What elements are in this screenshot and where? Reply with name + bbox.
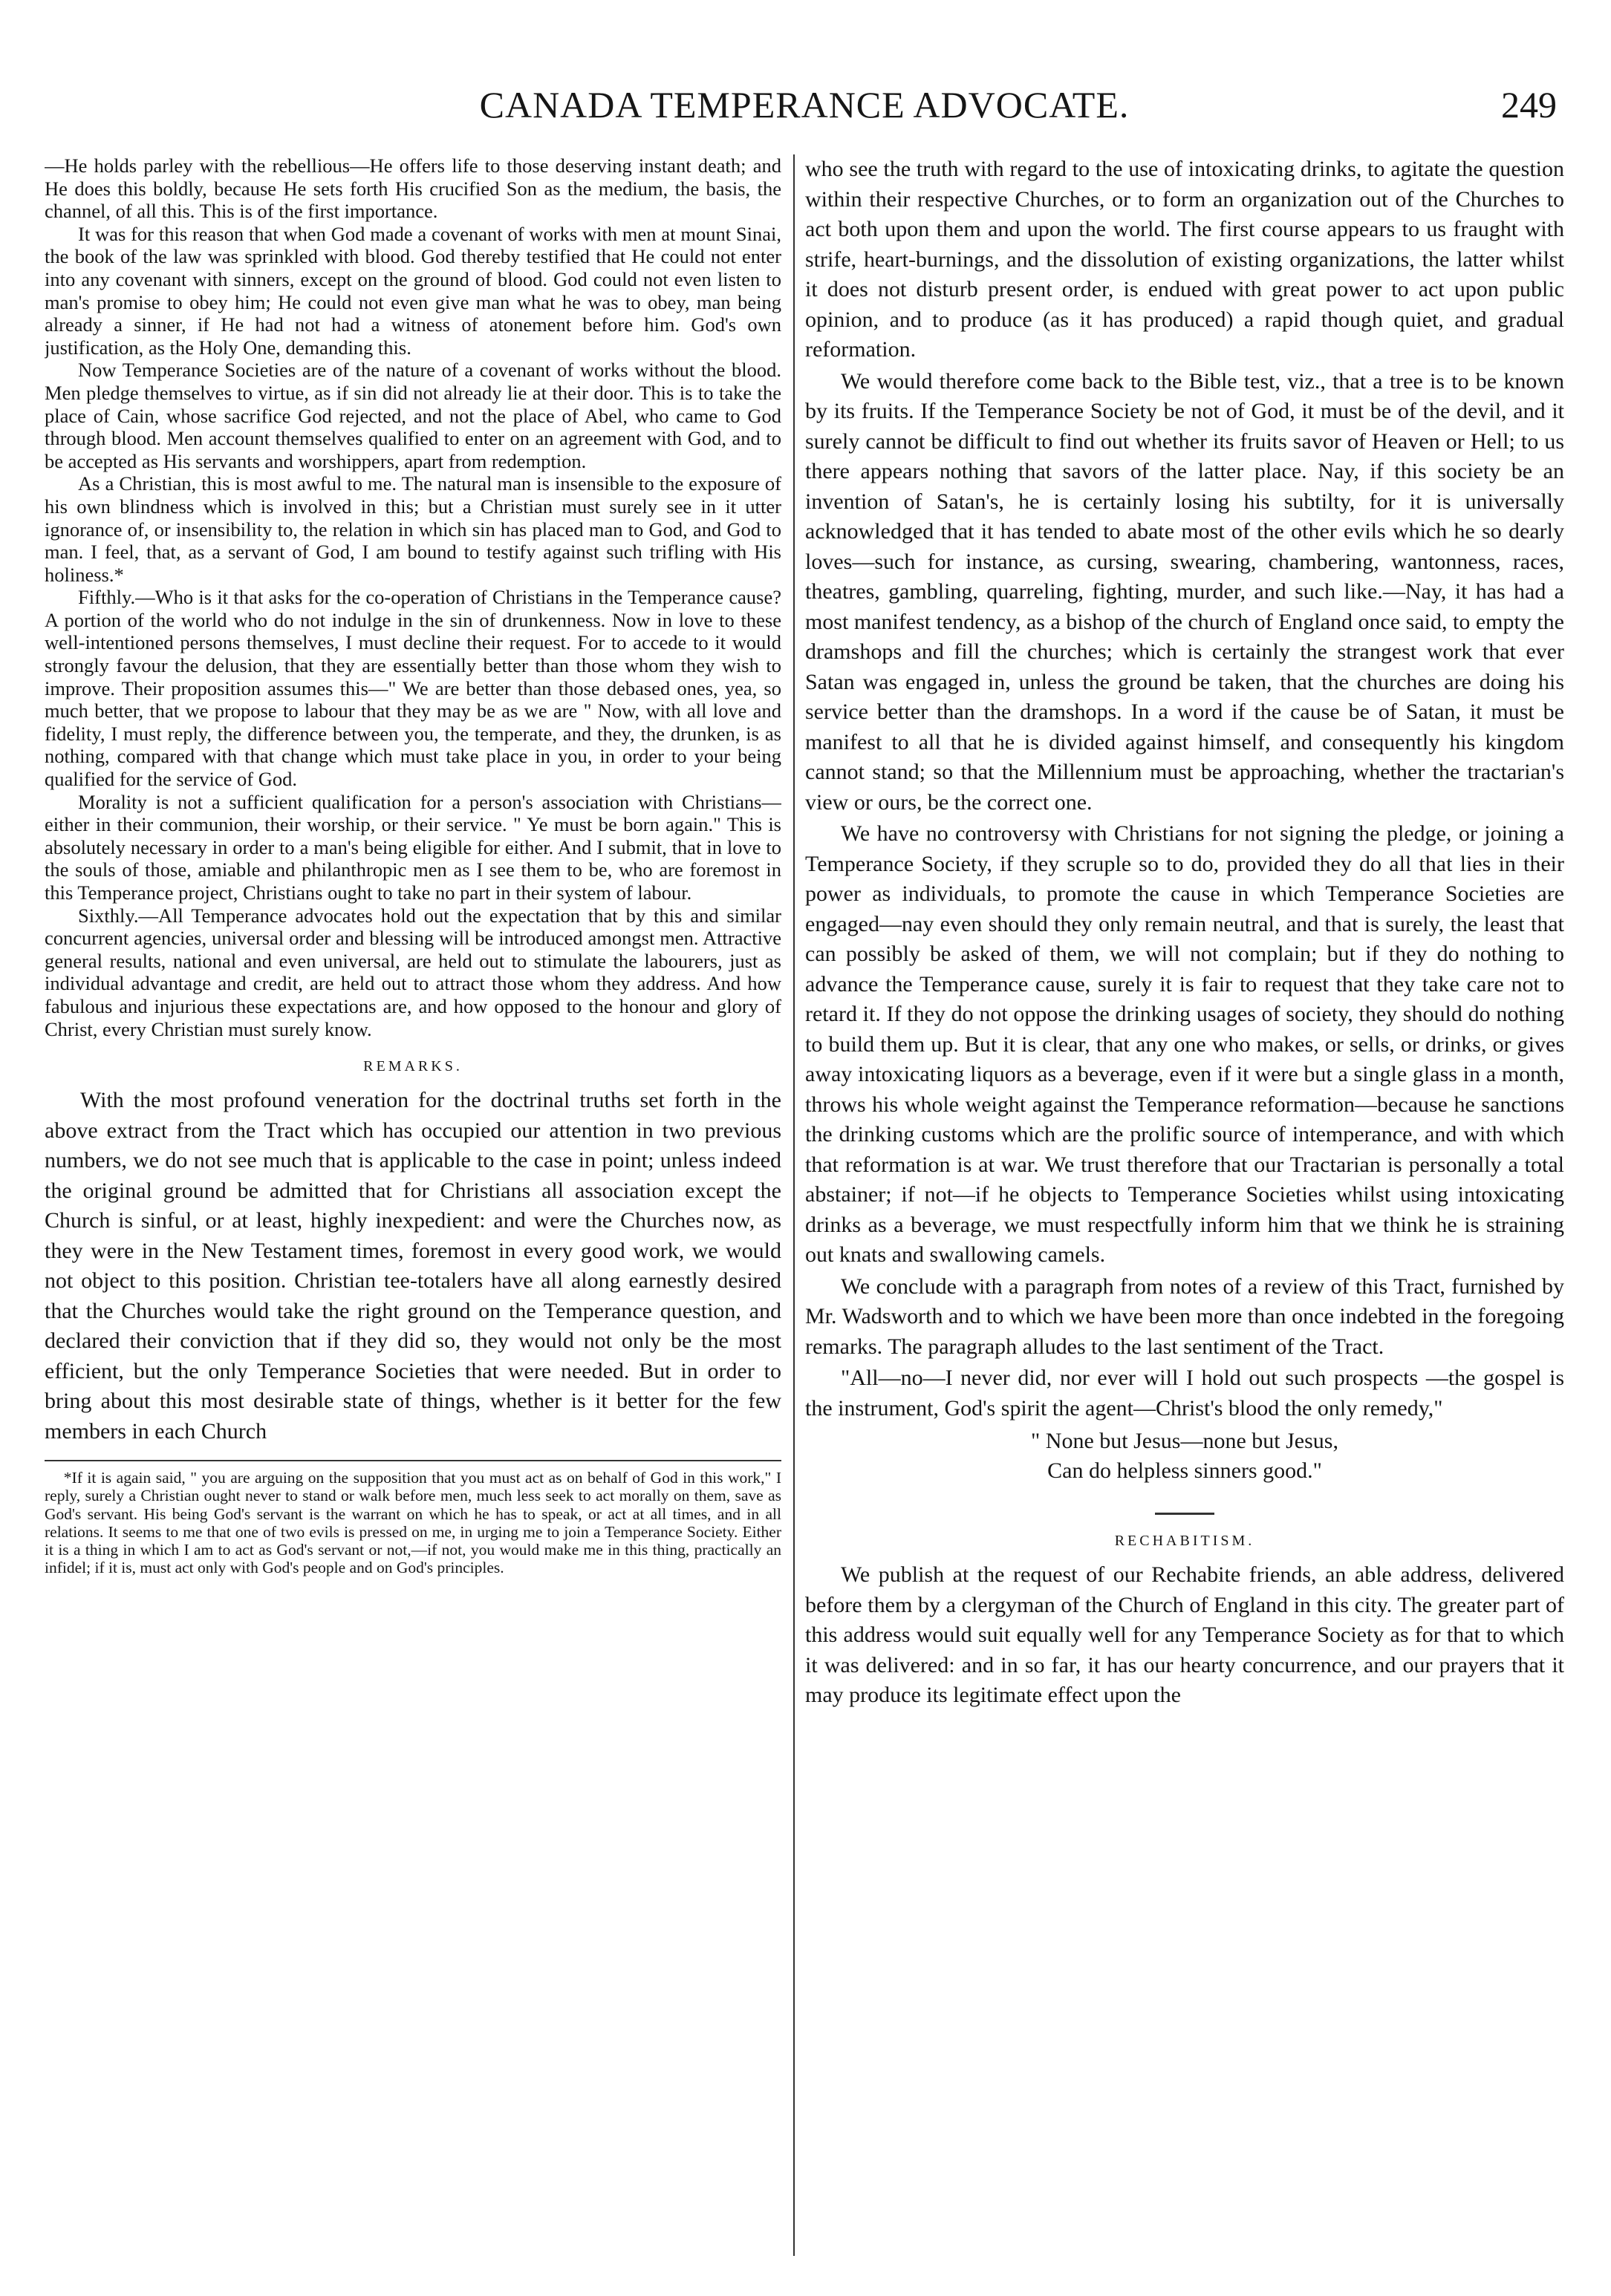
column-divider — [793, 154, 795, 2256]
tract-paragraph: It was for this reason that when God made a covenant of works with men at mount Sinai, the book of the law was sprinkled with blood. God thereby testified that He could not enter into any covenant with sinners, except on the ground of blood. God could not even listen to man's promise to obey him; He could not even give man what he was to obey, man being already a sinner, if He had not had a witness of atonement before him. God's own justification, as the Holy One, demanding this. — [45, 222, 781, 359]
tract-paragraph: As a Christian, this is most awful to me. The natural man is insensible to the exposure of his own blindness which is involved in this; but a Christian must surely see in it utter ignorance of, or insensibility to, the relation in which sin has placed man to God, and God to man. I feel, that, as a servant of God, I am bound to testify against such trifling with His holiness.* — [45, 472, 781, 586]
verse-line: Can do helpless sinners good." — [1047, 1458, 1322, 1483]
tract-paragraph: —He holds parley with the rebellious—He offers life to those deserving instant death; and He does this boldly, because He sets forth His crucified Son as the medium, the basis, the channel, of all this. This is of the first importance. — [45, 154, 781, 223]
verse-line: " None but Jesus—none but Jesus, — [1031, 1429, 1338, 1453]
tract-paragraph: Morality is not a sufficient qualification for a person's association with Christians—either in their communion, their worship, or their service. " Ye must be born again." This is absolutely necessary in order to a man's being eligible for either. And I submit, that in love to the souls of those, amiable and philanthropic men as I see them to be, who are foremost in this Temperance project, Christians ought to take no part in their system of labour. — [45, 790, 781, 904]
footnote-rule — [45, 1460, 781, 1461]
rechabitism-paragraph: We publish at the request of our Rechabite friends, an able address, delivered before them by a clergyman of the Church of England in this city. The greater part of this address would suit equally well for any Temperance Society as for that to which it was delivered: and in so far, it has our hearty concurrence, and our prayers that it may produce its legitimate effect upon the — [805, 1562, 1564, 1707]
body-paragraph: We would therefore come back to the Bible test, viz., that a tree is to be known by its fruits. If the Temperance Society be not of God, it must be of the devil, and it surely cannot be difficult to find out whether its fruits savor of Heaven or Hell; to us there appears nothing that savors of the latter place. Nay, if this society be an invention of Satan's, he is certainly losing his subtilty, for it is universally acknowledged that it has tended to abate most of the other evils which he so dearly loves—such for instance, as cursing, swearing, chambering, wantonness, races, theatres, gambling, quarreling, fighting, murder, and such like.—Nay, it has had a most manifest tendency, as a bishop of the church of England once said, to empty the dramshops and fill the churches; which is certainly the strangest work that ever Satan was engaged in, unless the ground be taken, that the churches are doing his service better than the dramshops. In a word if the cause be of Satan, it must be manifest to all that he is divided against himself, and consequently his kingdom cannot stand; so that the Millennium must be approaching, whether the tractarian's view or ours, be the correct one. — [805, 368, 1564, 815]
tract-paragraph: Now Temperance Societies are of the nature of a covenant of works without the blood. Men pledge themselves to virtue, as if sin did not already lie at their door. This is to take the place of Cain, whose sacrifice God rejected, and not the place of Abel, who came to God through blood. Men account themselves qualified to enter on an agreement with God, and to be accepted as His servants and worshippers, apart from redemption. — [45, 359, 781, 472]
running-title: CANADA TEMPERANCE ADVOCATE. — [479, 84, 1130, 125]
tract-paragraph: Sixthly.—All Temperance advocates hold out the expectation that by this and similar concurrent agencies, universal order and blessing will be introduced amongst men. Attractive general results, national and even universal, are held out to stimulate the labourers, just as individual advantage and credit, are held out to attract those whom they address. And how fabulous and injurious these expectations are, and how opposed to the honour and glory of Christ, every Christian must surely know. — [45, 904, 781, 1040]
remarks-section — [45, 1086, 781, 1447]
remarks-heading: REMARKS. — [363, 1058, 463, 1075]
rechabitism-heading: RECHABITISM. — [1114, 1533, 1255, 1549]
section-divider — [1155, 1513, 1214, 1515]
right-column — [805, 154, 1564, 2256]
left-column — [45, 154, 781, 2256]
tract-extract — [45, 154, 781, 1040]
body-paragraph: We conclude with a paragraph from notes of a review of this Tract, furnished by Mr. Wadsworth and to which we have been more than once indebted in the foregoing remarks. The paragraph alludes to the last sentiment of the Tract. — [805, 1273, 1564, 1359]
rechabitism-section — [805, 1560, 1564, 1711]
remarks-continued — [805, 154, 1564, 1423]
body-paragraph: who see the truth with regard to the use of intoxicating drinks, to agitate the question within their respective Churches, or to form an organization out of the Churches to act both upon them and upon the world. The first course appears to us fraught with strife, heart-burnings, and the dissolution of existing organizations, the latter whilst it does not disturb present order, is endued with great power to act upon public opinion, and to produce (as it has produced) a rapid though quiet, and gradual reformation. — [805, 157, 1564, 362]
body-paragraph: We have no controversy with Christians for not signing the pledge, or joining a Temperance Society, if they scruple so to do, provided they do all that lies in their power as individuals, to promote the cause in which Temperance Societies are engaged—nay even should they only remain neutral, and that is surely, the least that can possibly be asked of them, we will not complain; but if they do nothing to advance the Temperance cause, surely it is fair to request that they take care not to retard it. If they do not oppose the drinking usages of society, they should do nothing to build them up. But it is clear, that any one who makes, or sells, or drinks, or gives away intoxicating liquors as a beverage, even if it were but a single glass in a month, throws his whole weight against the Temperance reformation—because he sanctions the drinking customs which are the prolific source of intemperance, and with which that reformation is at war. We trust therefore that our Tractarian is personally a total abstainer; if not—if he objects to Temperance Societies whilst using intoxicating drinks as a beverage, we must respectfully inform him that we think he is straining out knats and swallowing camels. — [805, 821, 1564, 1267]
page-header — [45, 83, 1564, 135]
verse-quote — [805, 1426, 1564, 1486]
remarks-paragraph: With the most profound veneration for the doctrinal truths set forth in the above extract from the Tract which has occupied our attention in two previous numbers, we do not see much that is applicable to the case in point; unless indeed the original ground be admitted that for Christians all association except the Church is sinful, or at least, highly inexpedient: and were the Churches now, as they were in the New Testament times, foremost in every good work, we would not object to this position. Christian tee-totalers have all along earnestly desired that the Churches would take the right ground on the Temperance question, and declared their conviction that if they did so, they would not only be the most efficient, but the only Temperance Societies that were needed. But in order to bring about this most desirable state of things, whether is it better for the few members in each Church — [45, 1088, 781, 1444]
quoted-paragraph: "All—no—I never did, nor ever will I hold out such prospects —the gospel is the instrument, God's spirit the agent—Christ's blood the only remedy," — [805, 1366, 1564, 1421]
footnote — [45, 1469, 781, 1576]
footnote-text: *If it is again said, " you are arguing on the supposition that you must act as on behalf of God in this work," I reply, surely a Christian ought never to stand or walk before men, much less seek to act morally on them, save as God's servant. His being God's servant is the warrant on which he has to speak, or act at all times, and in all relations. It seems to me that one of two evils is pressed on me, in urging me to join a Temperance Society. Either it is a thing in which I am to act as God's servant or not,—if not, you would make me in this thing, practically an infidel; if it is, must act only with God's people and on God's principles. — [45, 1469, 781, 1577]
page-number: 249 — [1501, 84, 1557, 125]
tract-paragraph: Fifthly.—Who is it that asks for the co-operation of Christians in the Temperance cause? A portion of the world who do not indulge in the sin of drunkenness. Now in love to these well-intentioned persons themselves, I must decline their request. For to accede to it would strongly favour the delusion, that they are essentially better than those whom they wish to improve. Their proposition assumes this—" We are better than those debased ones, yea, so much better, that we propose to labour that they may be as we are " Now, with all love and fidelity, I must reply, the difference between you, the temperate, and they, the drunken, is as nothing, compared with that change which must take place in you, in order to your being qualified for the service of God. — [45, 586, 781, 791]
